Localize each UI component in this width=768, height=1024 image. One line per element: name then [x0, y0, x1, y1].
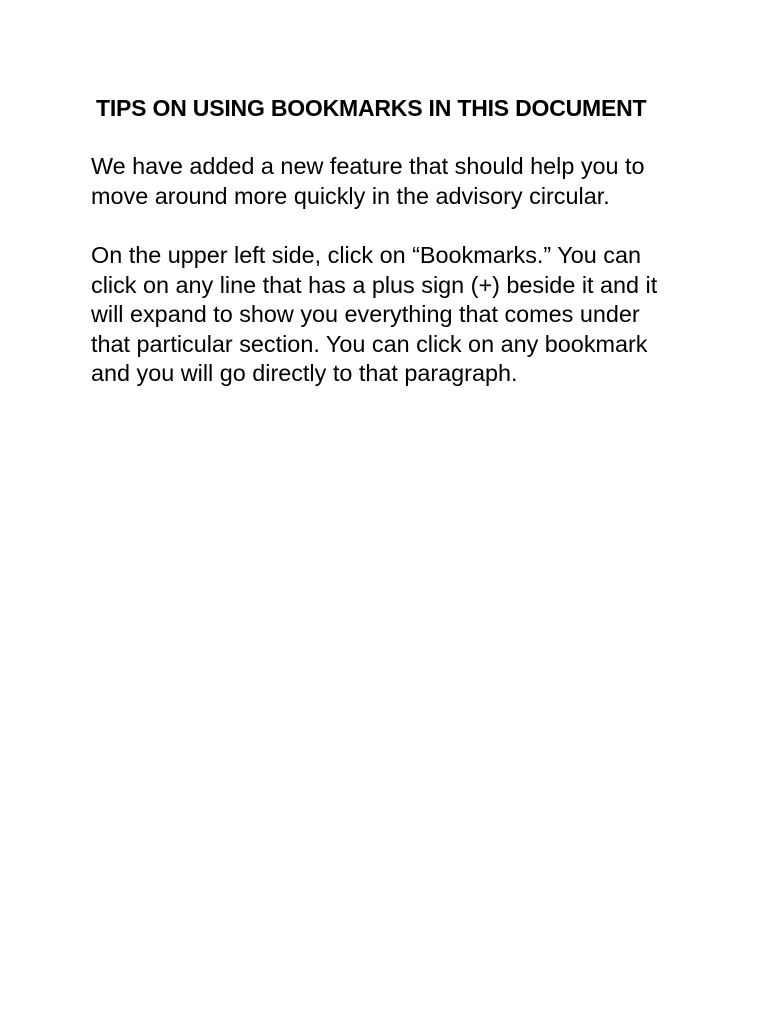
- paragraph-instructions: [91, 241, 657, 389]
- paragraph-line: On the upper left side, click on “Bookmarks.” You can: [91, 242, 641, 268]
- paragraph-line: click on any line that has a plus sign (+) beside it and it: [91, 271, 658, 298]
- paragraph-line: will expand to show you everything that comes under: [91, 301, 640, 328]
- document-title: TIPS ON USING BOOKMARKS IN THIS DOCUMENT: [96, 95, 647, 121]
- paragraph-intro: [91, 152, 645, 211]
- paragraph-line: that particular section. You can click on any bookmark: [91, 330, 648, 357]
- paragraph-line: We have added a new feature that should help you to: [91, 153, 645, 179]
- paragraph-line: and you will go directly to that paragraph.: [91, 360, 518, 387]
- paragraph-line: move around more quickly in the advisory circular.: [91, 182, 610, 209]
